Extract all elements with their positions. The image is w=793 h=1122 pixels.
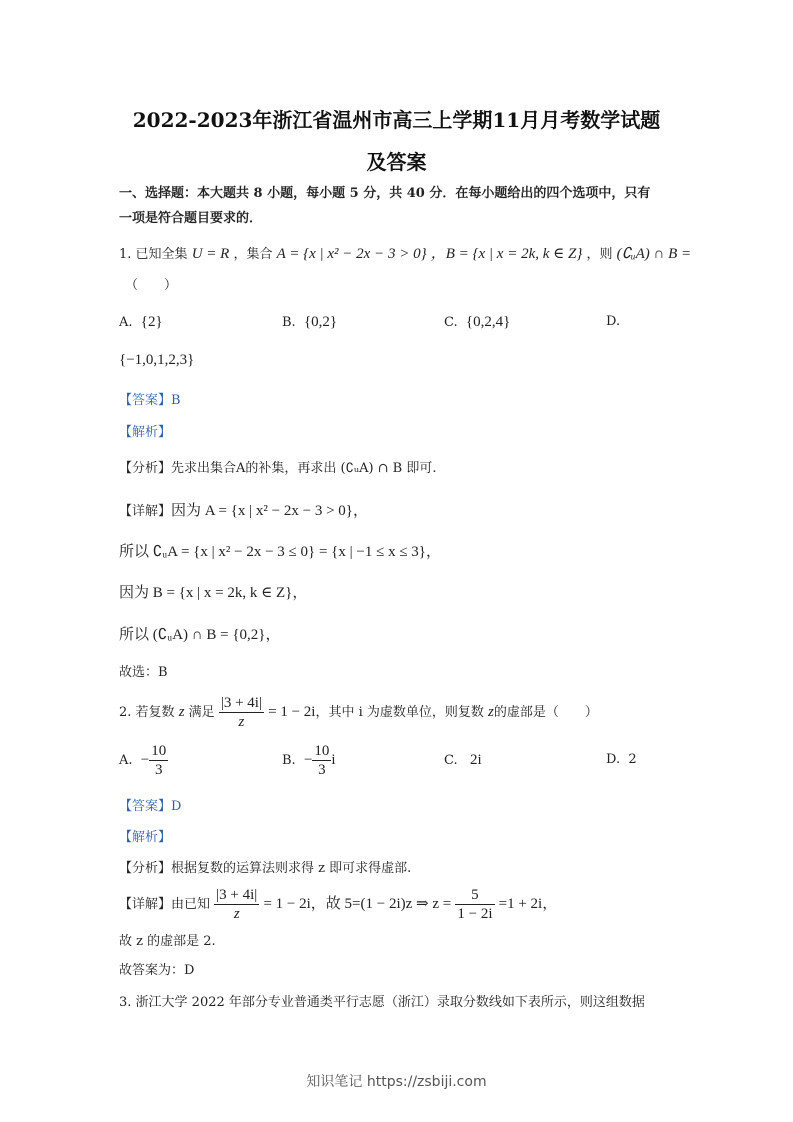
q2-detail-1: 【详解】由已知 $\frac{|3 + 4i|}{z}$ = 1 − 2i，故 5=(1 − 2i)z ⇒ z = $\frac{5}{1 - 2i}$ =1 + 2i， bbox=[119, 887, 558, 922]
q1-detail-1: 【详解】因为 A = {x | x² − 2x − 3 > 0}， bbox=[119, 503, 369, 519]
q2-final: 故答案为：D bbox=[119, 963, 195, 978]
q1-detail-3: 因为 B = {x | x = 2k, k ∈ Z}， bbox=[119, 585, 308, 601]
document-title-line1: 2022-2023年浙江省温州市高三上学期11月月考数学试题 bbox=[132, 108, 661, 132]
q2-answer: 【答案】D bbox=[119, 799, 182, 814]
q1-paren: （ ） bbox=[125, 278, 178, 293]
section-heading-line1: 一、选择题：本大题共 8 小题，每小题 5 分，共 40 分．在每小题给出的四个选项中，只有 bbox=[119, 186, 651, 201]
q1-stem: 1. 已知全集 U = R ，集合 A = {x | x² − 2x − 3 > 0} ，B = {x | x = 2k, k ∈ Z} ，则 (∁ᵤA) ∩ B = bbox=[119, 246, 692, 262]
q1-analysis-tag: 【解析】 bbox=[119, 425, 172, 440]
q1-detail-4: 所以 (∁ᵤA) ∩ B = {0,2}， bbox=[119, 627, 281, 643]
q2-option-c: C. 2i bbox=[444, 752, 482, 768]
q2-option-d: D. 2 bbox=[606, 752, 637, 767]
q2-fenxi: 【分析】根据复数的运算法则求得 z 即可求得虚部. bbox=[119, 861, 412, 876]
q1-option-c: C. {0,2,4} bbox=[444, 314, 511, 330]
q1-detail-2: 所以 ∁ᵤA = {x | x² − 2x − 3 ≤ 0} = {x | −1 ≤ x ≤ 3}， bbox=[119, 544, 442, 560]
q3-stem: 3. 浙江大学 2022 年部分专业普通类平行志愿（浙江）录取分数线如下表所示，则这组数据 bbox=[119, 995, 645, 1010]
q2-option-b: B. − $\frac{10}{3}$ i bbox=[282, 743, 336, 778]
q1-option-d: {−1,0,1,2,3} bbox=[119, 352, 195, 368]
q1-option-d-label: D. bbox=[606, 314, 621, 329]
q2-analysis-tag: 【解析】 bbox=[119, 830, 172, 845]
q1-answer: 【答案】B bbox=[119, 393, 181, 408]
document-title-line2: 及答案 bbox=[366, 150, 427, 174]
footer-watermark: 知识笔记 https://zsbiji.com bbox=[306, 1074, 487, 1090]
q2-stem: 2. 若复数 z 满足 $\frac{|3 + 4i|}{z}$ = 1 − 2i，其中 i 为虚数单位，则复数 z的虚部是（ ） bbox=[119, 695, 598, 730]
q1-option-a: A. {2} bbox=[119, 314, 163, 330]
q2-option-a: A. − $\frac{10}{3}$ bbox=[119, 743, 167, 778]
q2-detail-2: 故 z 的虚部是 2. bbox=[119, 934, 216, 949]
q1-fenxi: 【分析】先求出集合A的补集，再求出 (∁ᵤA) ∩ B 即可. bbox=[119, 461, 437, 476]
q2-stem-fraction: $\frac{|3 + 4i|}{z}$ bbox=[220, 695, 262, 730]
q1-option-b: B. {0,2} bbox=[282, 314, 338, 330]
section-heading-line2: 一项是符合题目要求的． bbox=[119, 211, 263, 226]
q1-choose: 故选：B bbox=[119, 665, 168, 680]
